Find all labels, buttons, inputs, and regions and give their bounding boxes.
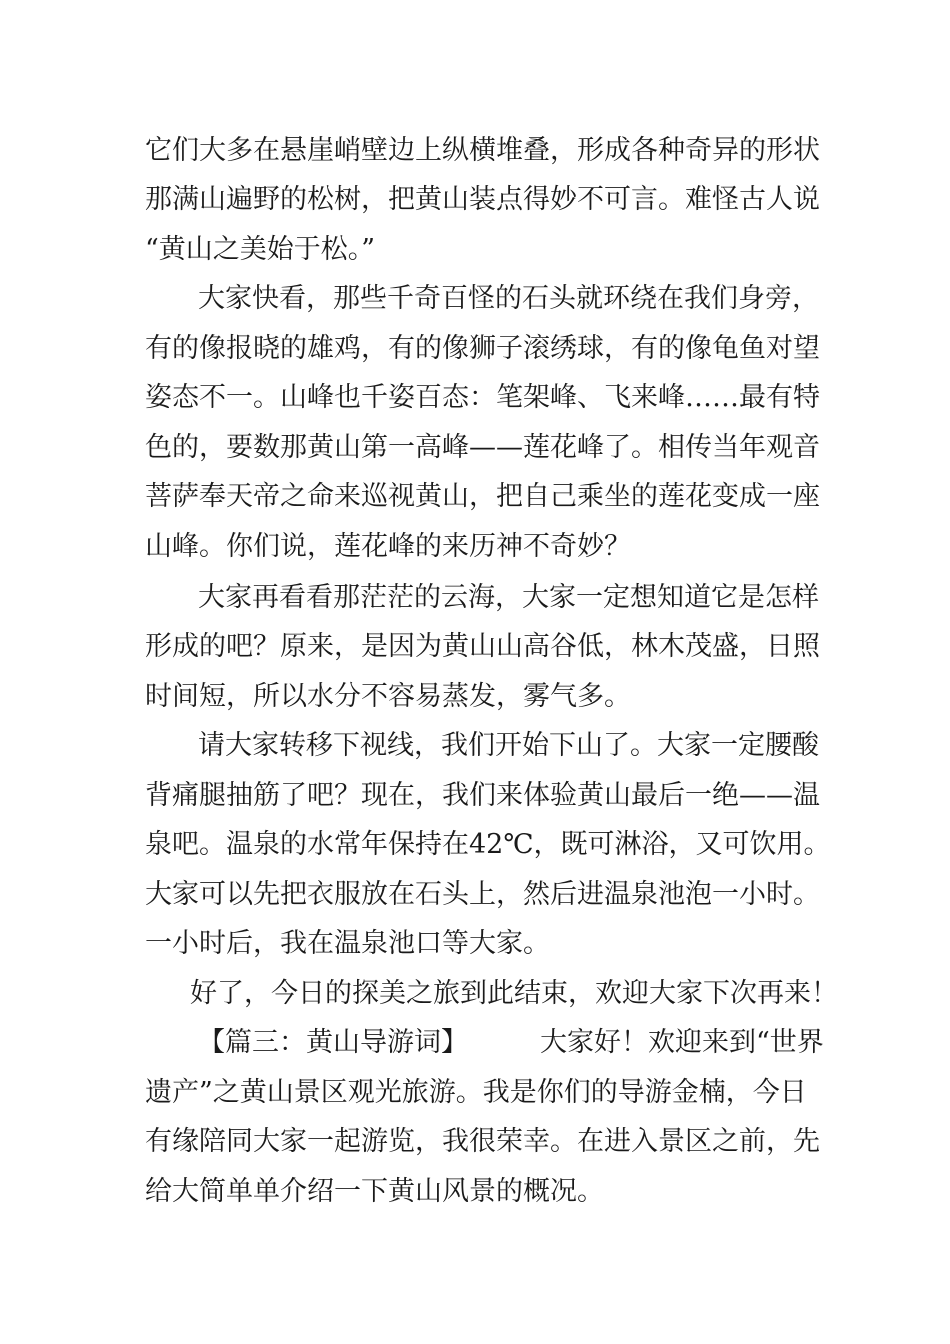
section-heading: 【篇三：黄山导游词】: [198, 1027, 468, 1058]
text-line: 形成的吧？原来，是因为黄山山高谷低，林木茂盛，日照: [145, 631, 820, 662]
section-heading-line: [198, 1025, 824, 1061]
text-line: “黄山之美始于松。”: [145, 234, 376, 265]
text-line: 大家快看，那些千奇百怪的石头就环绕在我们身旁，: [198, 283, 819, 314]
text-line: 遗产”之黄山景区观光旅游。我是你们的导游金楠，今日: [145, 1077, 807, 1108]
text-line: 给大简单单介绍一下黄山风景的概况。: [145, 1176, 604, 1207]
text-line: 请大家转移下视线，我们开始下山了。大家一定腰酸: [198, 730, 819, 761]
text-line: 色的，要数那黄山第一高峰——莲花峰了。相传当年观音: [145, 432, 820, 463]
text-line: 菩萨奉天帝之命来巡视黄山，把自己乘坐的莲花变成一座: [145, 481, 820, 512]
text-line: 大家再看看那茫茫的云海，大家一定想知道它是怎样: [198, 582, 819, 613]
text-line: 姿态不一。山峰也千姿百态：笔架峰、飞来峰……最有特: [145, 382, 820, 413]
text-line: 好了，今日的探美之旅到此结束，欢迎大家下次再来！: [190, 978, 838, 1009]
text-line: 那满山遍野的松树，把黄山装点得妙不可言。难怪古人说: [145, 184, 820, 215]
text-line: 它们大多在悬崖峭壁边上纵横堆叠，形成各种奇异的形状: [145, 135, 820, 166]
text-line: 背痛腿抽筋了吧？现在，我们来体验黄山最后一绝——温: [145, 780, 820, 811]
text-line: 有缘陪同大家一起游览，我很荣幸。在进入景区之前，先: [145, 1126, 820, 1157]
text-line: 有的像报晓的雄鸡，有的像狮子滚绣球，有的像龟鱼对望: [145, 333, 820, 364]
text-line: 大家好！欢迎来到“世界: [540, 1027, 824, 1058]
text-line: 山峰。你们说，莲花峰的来历神不奇妙？: [145, 531, 631, 562]
text-line: 大家可以先把衣服放在石头上，然后进温泉池泡一小时。: [145, 879, 820, 910]
text-line: 时间短，所以水分不容易蒸发，雾气多。: [145, 681, 631, 712]
text-line: 一小时后，我在温泉池口等大家。: [145, 928, 550, 959]
text-line: 泉吧。温泉的水常年保持在42℃，既可淋浴，又可饮用。: [145, 829, 831, 860]
